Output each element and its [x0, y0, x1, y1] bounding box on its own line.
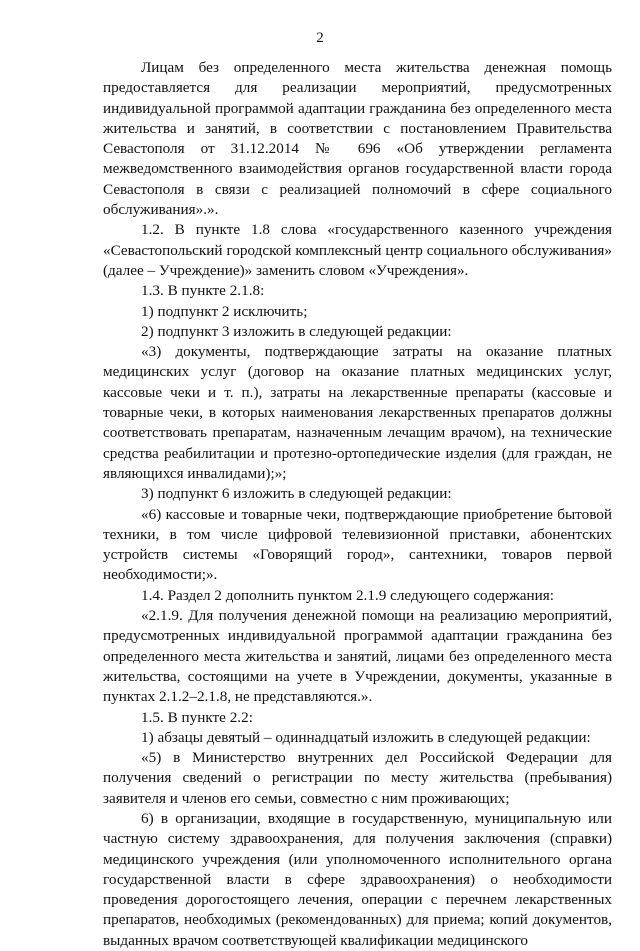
paragraph-1-3-item-3: 3) подпункт 6 изложить в следующей редакции:: [141, 485, 452, 503]
paragraph-1-5-item-1: 1) абзацы девятый – одиннадцатый изложить в следующей редакции:: [141, 728, 591, 746]
paragraph-1-5: 1.5. В пункте 2.2:: [141, 708, 253, 726]
paragraph-1-4: 1.4. Раздел 2 дополнить пунктом 2.1.9 следующего содержания:: [141, 586, 554, 604]
paragraph-1-3-item-1: 1) подпункт 2 исключить;: [141, 302, 308, 320]
paragraph-1-2: 1.2. В пункте 1.8 слова «государственного казенного учреждения «Севастопольский городской комплексный центр социального обслуживания» (далее – Учреждение)» заменить словом «Учреждения».: [103, 221, 612, 279]
paragraph-subitem-3-text: «3) документы, подтверждающие затраты на оказание платных медицинских услуг (договор на оказание платных медицинских услуг, кассовые чеки и т. п.), затраты на лекарственные препараты (кассовые и товарные чеки, в которых наименования лекарственных препаратов должны соответствовать препаратам, назначенным лечащим врачом), на технические средства реабилитации и протезно-ортопедические изделия (для граждан, не являющихся инвалидами);»;: [103, 343, 612, 482]
paragraph-homeless-assistance: Лицам без определенного места жительства денежная помощь предоставляется для реализации мероприятий, предусмотренных индивидуальной программой адаптации гражданина без определенного места жительства и занятий, в соответствии с постановлением Правительства Севастополя от 31.12.2014 № 696 «Об утверждении регламента межведомственного взаимодействия органов государственной власти города Севастополя в связи с реализацией полномочий в сфере социального обслуживания».».: [103, 59, 612, 219]
paragraph-item-6-text: 6) в организации, входящие в государственную, муниципальную или частную систему здравоохранения, для получения заключения (справки) медицинского учреждения (или уполномоченного исполнительного органа государственной власти в сфере здравоохранения) о необходимости проведения дорогостоящего лечения, операции с перечнем лекарственных препаратов, необходимых (рекомендованных) для приема; копий документов, выданных врачом соответствующей квалификации медицинского: [103, 809, 612, 949]
paragraph-1-3: 1.3. В пункте 2.1.8:: [141, 282, 265, 300]
page-number: 2: [316, 30, 324, 46]
document-body: [103, 58, 612, 951]
paragraph-item-5-text: «5) в Министерство внутренних дел Российской Федерации для получения сведений о регистрации по месту жительства (пребывания) заявителя и членов его семьи, совместно с ним проживающих;: [103, 749, 612, 807]
paragraph-subitem-6-text: «6) кассовые и товарные чеки, подтверждающие приобретение бытовой техники, в том числе цифровой телевизионной приставки, абонентских устройств системы «Говорящий город», сантехники, товаров первой необходимости;».: [103, 505, 612, 584]
paragraph-1-3-item-2: 2) подпункт 3 изложить в следующей редакции:: [141, 322, 452, 340]
paragraph-2-1-9-text: «2.1.9. Для получения денежной помощи на реализацию мероприятий, предусмотренных индивидуальной программой адаптации гражданина без определенного места жительства и занятий, лицами без определенного места жительства, состоящими на учете в Учреждении, документы, указанные в пунктах 2.1.2–2.1.8, не представляются.».: [103, 607, 612, 706]
